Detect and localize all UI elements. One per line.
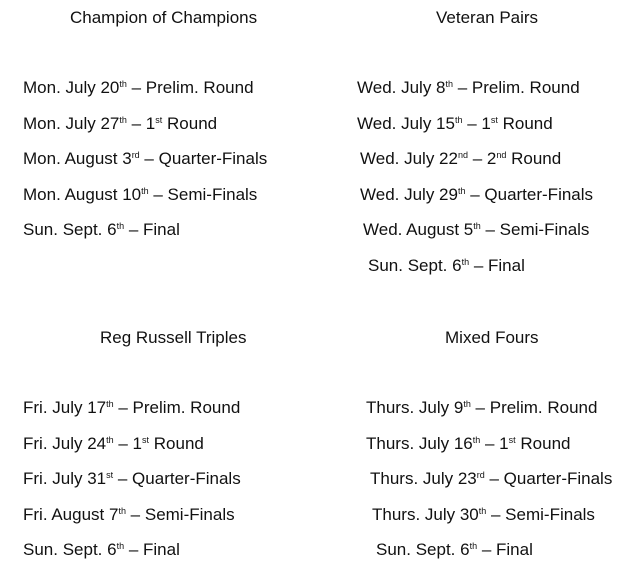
section-title: Veteran Pairs xyxy=(436,8,539,27)
schedule-entry: Mon. July 27th – 1st Round xyxy=(23,114,218,133)
schedule-entry: Wed. July 22nd – 2nd Round xyxy=(360,149,562,168)
section-title: Champion of Champions xyxy=(70,8,258,27)
schedule-entry: Sun. Sept. 6th – Final xyxy=(23,220,180,239)
schedule-entry: Thurs. July 9th – Prelim. Round xyxy=(366,398,598,417)
schedule-entry: Wed. July 15th – 1st Round xyxy=(357,114,553,133)
schedule-entry: Sun. Sept. 6th – Final xyxy=(23,540,180,559)
schedule-entry: Mon. August 3rd – Quarter-Finals xyxy=(23,149,268,168)
schedule-entry: Fri. July 17th – Prelim. Round xyxy=(23,398,241,417)
schedule-entry: Fri. August 7th – Semi-Finals xyxy=(23,505,235,524)
schedule-entry: Wed. August 5th – Semi-Finals xyxy=(363,220,590,239)
schedule-entry: Mon. August 10th – Semi-Finals xyxy=(23,185,258,204)
schedule-entry: Mon. July 20th – Prelim. Round xyxy=(23,78,254,97)
schedule-entry: Thurs. July 23rd – Quarter-Finals xyxy=(370,469,613,488)
schedule-entry: Fri. July 24th – 1st Round xyxy=(23,434,204,453)
schedule-entry: Wed. July 8th – Prelim. Round xyxy=(357,78,580,97)
schedule-entry: Sun. Sept. 6th – Final xyxy=(376,540,533,559)
section-title: Reg Russell Triples xyxy=(100,328,247,347)
schedule-entry: Fri. July 31st – Quarter-Finals xyxy=(23,469,241,488)
schedule-entry: Thurs. July 16th – 1st Round xyxy=(366,434,571,453)
schedule-entry: Wed. July 29th – Quarter-Finals xyxy=(360,185,594,204)
schedule-entry: Sun. Sept. 6th – Final xyxy=(368,256,525,275)
section-title: Mixed Fours xyxy=(445,328,539,347)
schedule-entry: Thurs. July 30th – Semi-Finals xyxy=(372,505,595,524)
